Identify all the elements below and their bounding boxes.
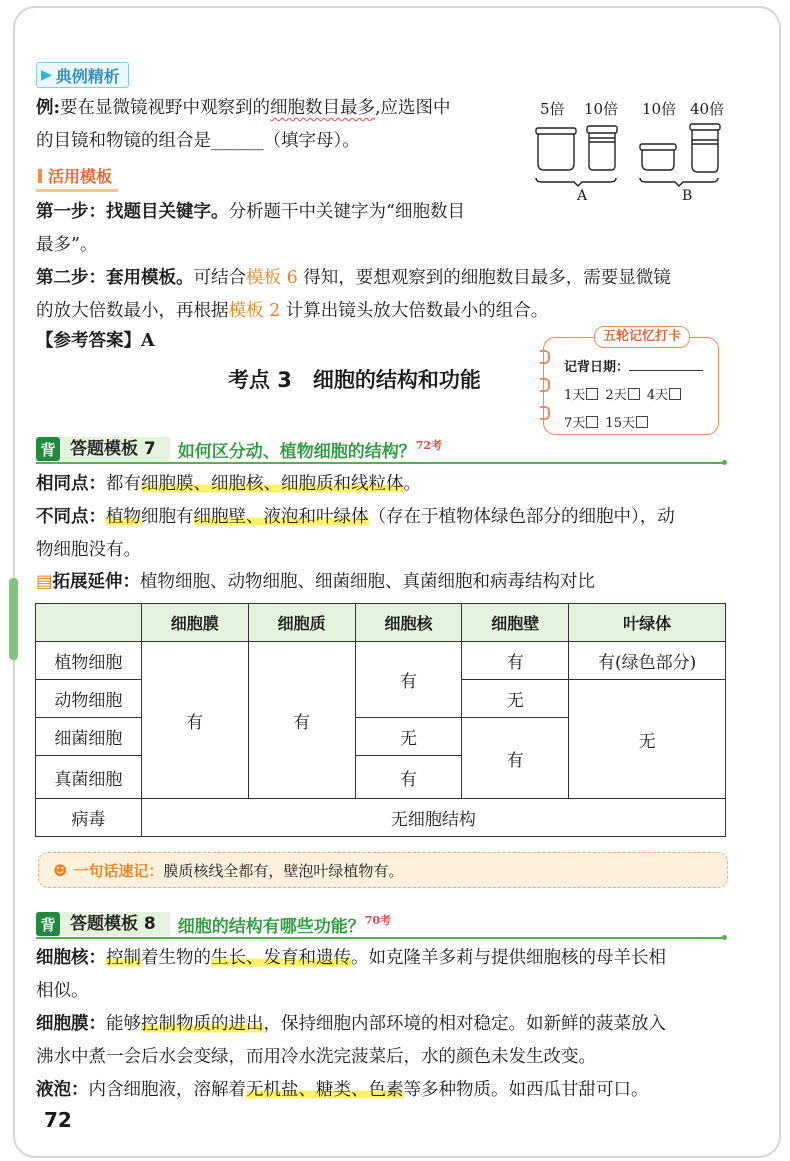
- document-icon: ▤: [36, 572, 53, 592]
- lens-figure: [530, 96, 730, 216]
- header-cell: 细胞核: [355, 604, 462, 642]
- rule-dot: [722, 460, 727, 465]
- section-7-body: 相同点：都有细胞膜、细胞核、细胞质和线粒体。 不同点：植物细胞有细胞壁、液泡和叶绿体（存在于植物体绿色部分的细胞中），动 物细胞没有。: [36, 474, 675, 560]
- quick-memo-box: ☻ 一句话速记： 膜质核线全都有，壁泡叶绿植物有。: [38, 852, 728, 888]
- group-label-b: B: [682, 188, 693, 204]
- group-label-a: A: [577, 188, 588, 204]
- checkbox[interactable]: [636, 416, 648, 428]
- checkbox[interactable]: [586, 388, 598, 400]
- extension-line: ▤拓展延伸：植物细胞、动物细胞、细菌细胞、真菌细胞和病毒结构对比: [36, 572, 596, 592]
- lens-drawing: [530, 96, 730, 216]
- lens-label-1: 5倍: [540, 100, 565, 118]
- section-8-rule: [36, 937, 724, 939]
- example-question: 例:要在显微镜视野中观察到的细胞数目最多,应选图中 的目镜和物镜的组合是______（填字母）。: [36, 98, 451, 151]
- template-badge: 活用模板: [36, 164, 118, 192]
- reference-answer: 【参考答案】A: [36, 331, 155, 351]
- card-date: 记背日期：: [564, 356, 703, 375]
- kaodian-title: 考点 3 细胞的结构和功能: [228, 368, 481, 392]
- person-icon: ☻: [53, 860, 68, 880]
- table-row: 植物细胞 有 有 有 有 有(绿色部分): [36, 642, 726, 680]
- checkbox[interactable]: [628, 388, 640, 400]
- memory-punch-card: [543, 329, 719, 435]
- table-row: 真菌细胞 有: [36, 756, 726, 799]
- lens-label-3: 10倍: [642, 100, 677, 118]
- section-8-header: 背 答题模板 8 细胞的结构有哪些功能？$^{70考}$: [36, 911, 391, 937]
- card-title: 五轮记忆打卡: [594, 326, 690, 348]
- example-badge: ▶ 典例精析: [36, 62, 129, 88]
- ring-icon: [540, 378, 550, 392]
- card-days-row2: 7天 15天: [564, 412, 651, 431]
- table-row: 细菌细胞 无 有: [36, 718, 726, 756]
- lens-label-2: 10倍: [584, 100, 619, 118]
- section-8-body: 细胞核：控制着生物的生长、发育和遗传。如克隆羊多莉与提供细胞核的母羊长相 相似。 细胞膜：能够控制物质的进出，保持细胞内部环境的相对稳定。如新鲜的菠菜放入 沸水中煮一会后水会变绿，而用冷水洗完菠菜后，水的颜色未发生改变。 液泡：内含细胞液，溶解着无机盐、糖类、色素等多种物质。如西瓜甘甜可口。: [36, 948, 666, 1100]
- ring-icon: [540, 350, 550, 364]
- step-1: 第一步：找题目关键字。分析题干中关键字为“细胞数目 最多”。: [36, 202, 465, 255]
- checkbox[interactable]: [586, 416, 598, 428]
- cell-comparison-table: [35, 603, 726, 837]
- page-number: 72: [44, 1108, 72, 1132]
- section-7-header: 背 答题模板 7 如何区分动、植物细胞的结构？$^{72考}$: [36, 436, 442, 462]
- ring-icon: [540, 406, 550, 420]
- section-7-rule: [36, 462, 724, 464]
- side-tab: [9, 578, 18, 660]
- header-cell: 细胞壁: [462, 604, 569, 642]
- table-row: 动物细胞 无 无: [36, 680, 726, 718]
- header-cell: 叶绿体: [569, 604, 726, 642]
- lens-label-4: 40倍: [690, 100, 725, 118]
- play-arrow-icon: ▶: [41, 67, 52, 83]
- step-2: 第二步：套用模板。可结合模板 6 得知，要想观察到的细胞数目最多，需要显微镜 的放大倍数最小，再根据模板 2 计算出镜头放大倍数最小的组合。: [36, 268, 671, 321]
- rule-dot: [722, 935, 727, 940]
- card-days-row1: 1天 2天 4天: [564, 384, 684, 403]
- template-6-link: 模板 6: [246, 268, 298, 288]
- header-cell: 细胞膜: [141, 604, 248, 642]
- table-row: 病毒 无细胞结构: [36, 799, 726, 837]
- checkbox[interactable]: [669, 388, 681, 400]
- table-header-row: [36, 604, 726, 642]
- header-cell: 细胞质: [248, 604, 355, 642]
- template-2-link: 模板 2: [228, 301, 281, 321]
